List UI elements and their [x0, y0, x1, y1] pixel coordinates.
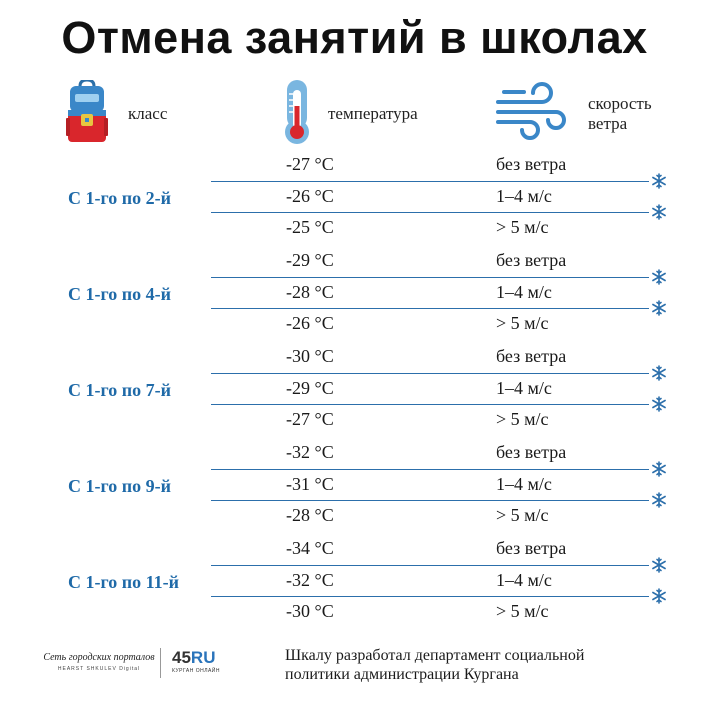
header-class [66, 80, 236, 150]
portal-network-logo-title: Сеть городских порталов [43, 652, 155, 663]
snowflake-icon [651, 269, 667, 285]
wind-value: > 5 м/с [496, 505, 549, 525]
snowflake-icon [651, 461, 667, 477]
wind-value: 1–4 м/с [496, 186, 552, 206]
snowflake-icon [651, 396, 667, 412]
wind-value: без ветра [496, 154, 567, 174]
footer-note-line1: Шкалу разработал департамент социальной [285, 647, 585, 664]
table-row [0, 246, 709, 277]
table-row [0, 501, 709, 532]
table-row [0, 213, 709, 244]
temperature-value: -30 °С [286, 601, 334, 621]
table-row [0, 405, 709, 436]
wind-value: > 5 м/с [496, 601, 549, 621]
table-row [0, 278, 709, 309]
logo-divider [160, 648, 161, 678]
class-label: С 1-го по 9-й [68, 476, 171, 496]
temperature-value: -31 °С [286, 474, 334, 494]
header-temperature-label: температура [328, 104, 418, 123]
table-row [0, 438, 709, 469]
snowflake-icon [651, 204, 667, 220]
group-1-2 [0, 150, 709, 246]
table-row [0, 566, 709, 597]
snowflake-icon [651, 492, 667, 508]
wind-value: 1–4 м/с [496, 378, 552, 398]
temperature-value: -28 °С [286, 282, 334, 302]
wind-icon [494, 82, 568, 142]
header-wind [494, 82, 684, 148]
footer-note [285, 646, 685, 684]
backpack-icon [66, 80, 108, 144]
temperature-value: -30 °С [286, 346, 334, 366]
header-wind-label-line1: скорость [588, 94, 652, 113]
wind-value: без ветра [496, 250, 567, 270]
temperature-value: -34 °С [286, 538, 334, 558]
wind-value: > 5 м/с [496, 409, 549, 429]
wind-value: 1–4 м/с [496, 474, 552, 494]
site-logo-subtitle: КУРГАН ОНЛАЙН [172, 668, 221, 674]
temperature-value: -25 °С [286, 217, 334, 237]
footer-note-line2: политики администрации Кургана [285, 666, 519, 683]
snowflake-icon [651, 300, 667, 316]
class-label: С 1-го по 11-й [68, 572, 179, 592]
temperature-value: -27 °С [286, 154, 334, 174]
thermometer-icon [282, 80, 312, 146]
table-row [0, 374, 709, 405]
group-1-7 [0, 342, 709, 438]
wind-value: без ветра [496, 442, 567, 462]
header-class-label: класс [128, 104, 168, 123]
portal-network-logo [40, 652, 158, 672]
table-row [0, 309, 709, 340]
table-row [0, 182, 709, 213]
table-row [0, 470, 709, 501]
site-logo-number: 45 [172, 648, 191, 667]
wind-value: > 5 м/с [496, 217, 549, 237]
temperature-value: -29 °С [286, 378, 334, 398]
temperature-value: -29 °С [286, 250, 334, 270]
site-logo-45ru [172, 648, 220, 674]
header-temperature [282, 80, 462, 150]
temperature-value: -28 °С [286, 505, 334, 525]
temperature-value: -32 °С [286, 570, 334, 590]
snowflake-icon [651, 173, 667, 189]
wind-value: без ветра [496, 538, 567, 558]
class-label: С 1-го по 7-й [68, 380, 171, 400]
wind-value: > 5 м/с [496, 313, 549, 333]
group-1-4 [0, 246, 709, 342]
class-label: С 1-го по 2-й [68, 188, 171, 208]
snowflake-icon [651, 365, 667, 381]
wind-value: 1–4 м/с [496, 282, 552, 302]
page-title: Отмена занятий в школах [61, 12, 648, 63]
wind-value: 1–4 м/с [496, 570, 552, 590]
snowflake-icon [651, 557, 667, 573]
table-row [0, 150, 709, 181]
group-1-11 [0, 534, 709, 630]
wind-value: без ветра [496, 346, 567, 366]
temperature-value: -32 °С [286, 442, 334, 462]
temperature-value: -26 °С [286, 313, 334, 333]
temperature-value: -26 °С [286, 186, 334, 206]
class-label: С 1-го по 4-й [68, 284, 171, 304]
header-wind-label-line2: ветра [588, 114, 628, 133]
table-row [0, 534, 709, 565]
group-1-9 [0, 438, 709, 534]
temperature-value: -27 °С [286, 409, 334, 429]
table-row [0, 342, 709, 373]
table-row [0, 597, 709, 628]
snowflake-icon [651, 588, 667, 604]
site-logo-ru: RU [190, 648, 216, 667]
portal-network-logo-subtitle: HEARST SHKULEV Digital [57, 666, 141, 672]
